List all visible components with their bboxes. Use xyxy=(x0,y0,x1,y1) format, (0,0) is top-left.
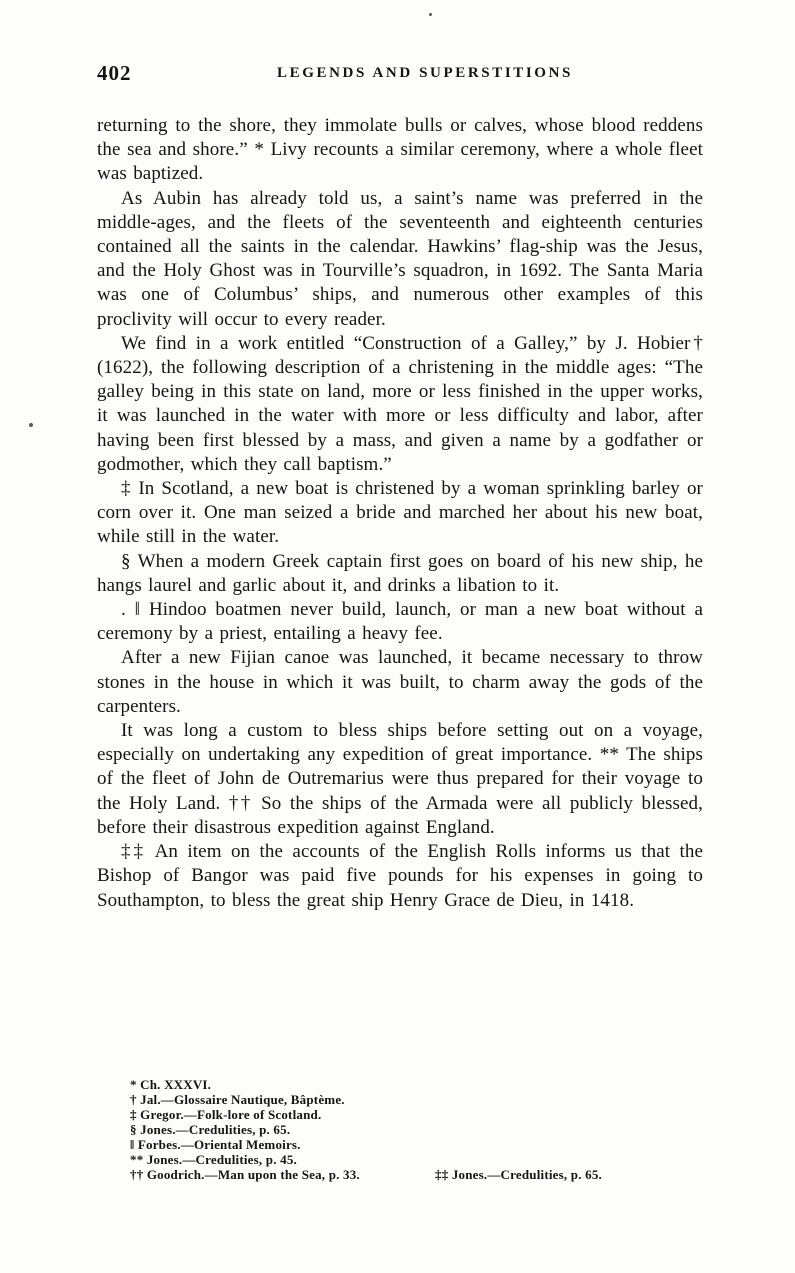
footnote-line-3 xyxy=(130,1107,705,1122)
footnote-text: ‖ Forbes.—Oriental Memoirs. xyxy=(130,1137,301,1152)
paragraph-6: . ‖ Hindoo boatmen never build, launch, or man a new boat without a ceremony by a priest, entailing a heavy fee. xyxy=(97,599,703,645)
running-title: LEGENDS AND SUPERSTITIONS xyxy=(277,65,573,81)
footnote-text: † Jal.—Glossaire Nautique, Bâptème. xyxy=(130,1092,345,1107)
paragraph-8: It was long a custom to bless ships before setting out on a voyage, especially on undertaking any expedition of great importance. ** The ships of the fleet of John de Outremarius were thus prepared for their voyage to the Holy Land. †† So the ships of the Armada were all publicly blessed, before their disastrous expedition against England. xyxy=(97,720,703,838)
footnote-text: ** Jones.—Credulities, p. 45. xyxy=(130,1152,297,1167)
footnote-text: ‡‡ Jones.—Credulities, p. 65. xyxy=(435,1167,602,1182)
body-text xyxy=(97,114,703,913)
footnote-line-1 xyxy=(130,1077,705,1092)
paragraph-2: As Aubin has already told us, a saint’s name was preferred in the middle-ages, and the fleets of the seventeenth and eighteenth centuries contained all the saints in the calendar. Hawkins’ flag-ship was the Jesus, and the Holy Ghost was in Tourville’s squadron, in 1692. The Santa Maria was one of Columbus’ ships, and numerous other examples of this proclivity will occur to every reader. xyxy=(97,187,703,330)
footnote-line-6 xyxy=(130,1152,705,1167)
paragraph-3: We find in a work entitled “Construction of a Galley,” by J. Hobier† (1622), the following description of a christening in the middle ages: “The galley being in this state on land, more or less finished in the upper works, it was launched in the water with more or less difficulty and labor, after having been first blessed by a mass, and given a name by a godfather or godmother, which they call baptism.” xyxy=(97,332,703,475)
paragraph-9: ‡‡ An item on the accounts of the English Rolls informs us that the Bishop of Bangor was paid five pounds for his expenses in going to Southampton, to bless the great ship Henry Grace de Dieu, in 1418. xyxy=(97,841,703,911)
footnote-text: * Ch. XXXVI. xyxy=(130,1077,212,1092)
footnote-line-5 xyxy=(130,1137,705,1152)
footnote-line-4 xyxy=(130,1122,705,1137)
paragraph-5: § When a modern Greek captain first goes on board of his new ship, he hangs laurel and garlic about it, and drinks a libation to it. xyxy=(97,550,703,596)
footnote-line-2 xyxy=(130,1092,705,1107)
paragraph-1: returning to the shore, they immolate bulls or calves, whose blood reddens the sea and shore.” * Livy recounts a similar ceremony, where a whole fleet was baptized. xyxy=(97,115,703,185)
footnote-text: § Jones.—Credulities, p. 65. xyxy=(130,1122,291,1137)
footnote-line-7 xyxy=(130,1167,705,1182)
page-header xyxy=(97,61,703,85)
paragraph-4: ‡ In Scotland, a new boat is christened by a woman sprinkling barley or corn over it. One man seized a bride and marched her about his new boat, while still in the water. xyxy=(97,478,703,548)
footnote-text: ‡ Gregor.—Folk-lore of Scotland. xyxy=(130,1107,322,1122)
footnote-text: †† Goodrich.—Man upon the Sea, p. 33. xyxy=(130,1167,360,1182)
page-number: 402 xyxy=(97,61,132,85)
scan-speck-left xyxy=(29,423,33,427)
paragraph-7: After a new Fijian canoe was launched, it became necessary to throw stones in the house in which it was built, to charm away the gods of the carpenters. xyxy=(97,647,703,717)
scan-speck-top xyxy=(429,13,432,16)
footnotes-block xyxy=(130,1077,705,1182)
